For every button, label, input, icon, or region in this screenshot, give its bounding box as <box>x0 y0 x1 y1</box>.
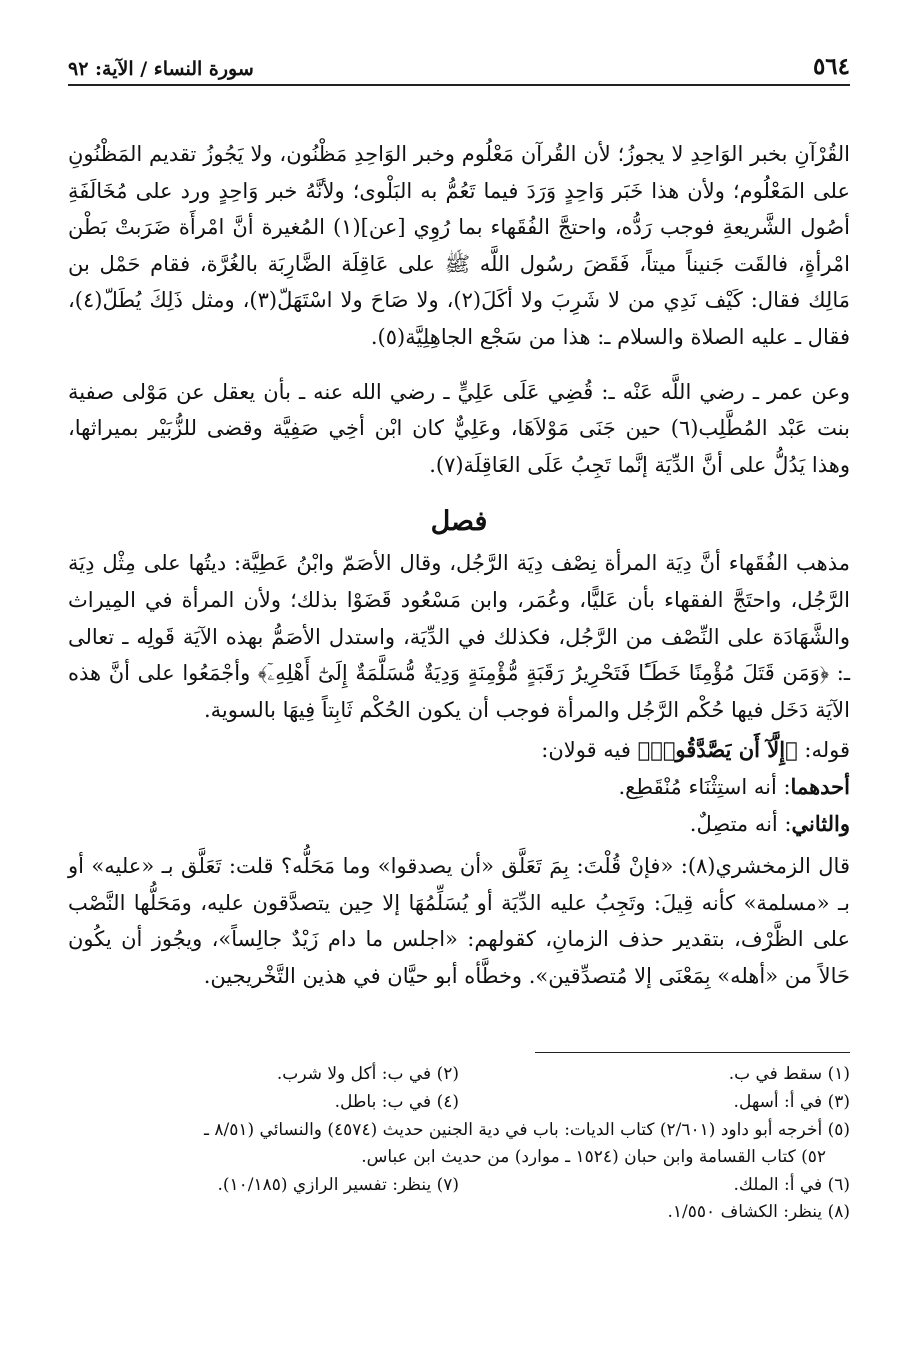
footnote-7: (٧) ينظر: تفسير الرازي (١٠/١٨٥). <box>217 1174 459 1195</box>
footnote-2: (٢) في ب: أكل ولا شرب. <box>276 1064 459 1085</box>
paragraph-2: وعن عمر ـ رضي اللَّه عَنْه ـ: قُضِي عَلَى عَلِيٍّ ـ رضي الله عنه ـ بأن يعقل عن مَوْلى صفية بنت عَبْد المُطَّلِب(٦) حين جَنَى مَوْلاَهَا، وعَلِيٌّ كان ابْن أخِي صَفِيَّة وقضى للزُّبَيْر بميراثها، وهذا يَدُلُّ على أنَّ الدِّيَة إنَّما تَجِبُ عَلَى العَاقِلَة(٧). <box>68 379 850 477</box>
verse-line-prefix: قوله: <box>797 738 850 763</box>
footnote-5: (٥) أخرجه أبو داود (٢/٦٠١) كتاب الديات: باب في دية الجنين حديث (٤٥٧٤) والنسائي (٨/٥١ ـ <box>203 1119 850 1140</box>
paragraph-1: القُرْآنِ بخبر الوَاحِدِ لا يجوزُ؛ لأن القُرآن مَعْلُوم وخبر الوَاحِدِ مَظْنُون، ولا يَجُوزُ تقديم المَظْنُونِ على المَعْلُوم؛ ولأن هذا خَبَر وَاحِدٍ وَرَدَ فيما تَعُمُّ به البَلْوى؛ ولأنَّهُ خبر وَاحِدٍ ورد على مُخَالَفَةِ أصُول الشَّريعةِ فوجب رَدُّه، واحتجَّ الفُقَهاء بما رُوِي [عن](١) المُغيرة أنَّ امْرأَة ضَرَبتْ بَطْن امْرأةٍ، فالقَت جَنيناً ميتاً، فَقَضَ رسُول اللَّه ﷺ على عَاقِلَة الضَّارِبَة بالغُرَّة، فقام حَمْل بن مَالِك فقال: كَيْف نَدِي من لا شَرِبَ ولا أكَلَ(٢)، ولا صَاحَ ولا اسْتَهَلّ(٣)، ومثل ذَلِكَ يُطَلّ(٤)، فقال ـ عليه الصلاة والسلام ـ: هذا من سَجْع الجاهِلِيَّة(٥). <box>68 142 850 349</box>
footnote-4: (٤) في ب: باطل. <box>334 1092 459 1113</box>
footnote-8: (٨) ينظر: الكشاف ١/٥٥٠. <box>667 1202 850 1223</box>
footnote-row <box>68 1061 850 1089</box>
first-opinion-text: : أنه استِثْنَاء مُنْقَطِع. <box>618 774 791 799</box>
second-opinion-text: : أنه متصِلٌ. <box>689 811 792 836</box>
verse-quote: ﴿إِلَّآ أَن يَصَّدَّقُوا۟﴾ <box>637 737 798 763</box>
footnote-5-continued: ٥٢) كتاب القسامة وابن حبان (١٥٢٤ ـ موارد) من حديث ابن عباس. <box>361 1147 826 1168</box>
footnote-row <box>68 1172 850 1200</box>
second-opinion-label: والثاني <box>791 810 850 836</box>
footnote-6: (٦) في أ: الملك. <box>733 1174 850 1195</box>
paragraph-3: مذهب الفُقَهاء أنَّ دِيَة المرأة نِصْف دِيَة الرَّجُل، وقال الأصَمّ وابْنُ عَطِيَّة: ديتُها على مِثْل دِيَة الرَّجُل، واحتَجَّ الفقهاء بأن عَليًّا، وعُمَر، وابن مَسْعُود قَضَوْا بذلك؛ ولأن المرأة في المِيراث والشَّهَادَة على النِّصْف من الرَّجُل، فكذلك في الدِّيَة، واستدل الأصَمُّ بهذه الآيَة قَولِه ـ تعالى ـ: ﴿وَمَن قَتَلَ مُؤْمِنًا خَطَـًٔا فَتَحْرِيرُ رَقَبَةٍ مُّؤْمِنَةٍ وَدِيَةٌ مُّسَلَّمَةٌ إِلَىٰٓ أَهْلِهِۦٓ﴾ وأجْمَعُوا على أنَّ هذه الآيَة دَخَل فيها حُكْم الرَّجُل والمرأة فوجب أن يكون الحُكْم ثَابِتاً فِيهَا بالسوية. <box>68 551 850 722</box>
second-opinion <box>68 806 850 843</box>
footnote-3: (٣) في أ: أسهل. <box>733 1092 850 1113</box>
verse-line-suffix: فيه قولان: <box>541 738 638 763</box>
first-opinion-label: أحدهما <box>790 773 850 799</box>
footnote-divider <box>535 1052 850 1053</box>
main-text <box>68 136 850 994</box>
page-number: ٥٦٤ <box>812 53 850 80</box>
footnotes <box>68 1061 850 1227</box>
paragraph-4: قال الزمخشري(٨): «فإنْ قُلْتَ: بِمَ تَعَلَّق «أن يصدقوا» وما مَحَلُّه؟ قلت: تَعَلَّق بـ «عليه» أو بـ «مسلمة» كأنه قِيلَ: وتَجِبُ عليه الدِّيَة أو يُسَلِّمُهَا إلا حِين يتصدَّقون عليه، ومَحَلُّها النَّصْب على الظَّرْف، بتقدير حذف الزمانِ، كقولهم: «اجلس ما دام زَيْدٌ جالِساً»، ويجُوز أن يكُون حَالاً من «أهله» بِمَعْنَى إلا مُتصدِّقين». وخطَّأه أبو حيَّان في هذين التَّخْريجين. <box>68 854 850 988</box>
section-heading: فصل <box>430 506 488 538</box>
page-header <box>68 40 850 86</box>
first-opinion <box>68 769 850 806</box>
footnote-row <box>68 1089 850 1117</box>
footnote-1: (١) سقط في ب. <box>728 1064 850 1085</box>
verse-line <box>68 732 850 769</box>
running-title: سورة النساء / الآية: ٩٢ <box>68 58 254 80</box>
